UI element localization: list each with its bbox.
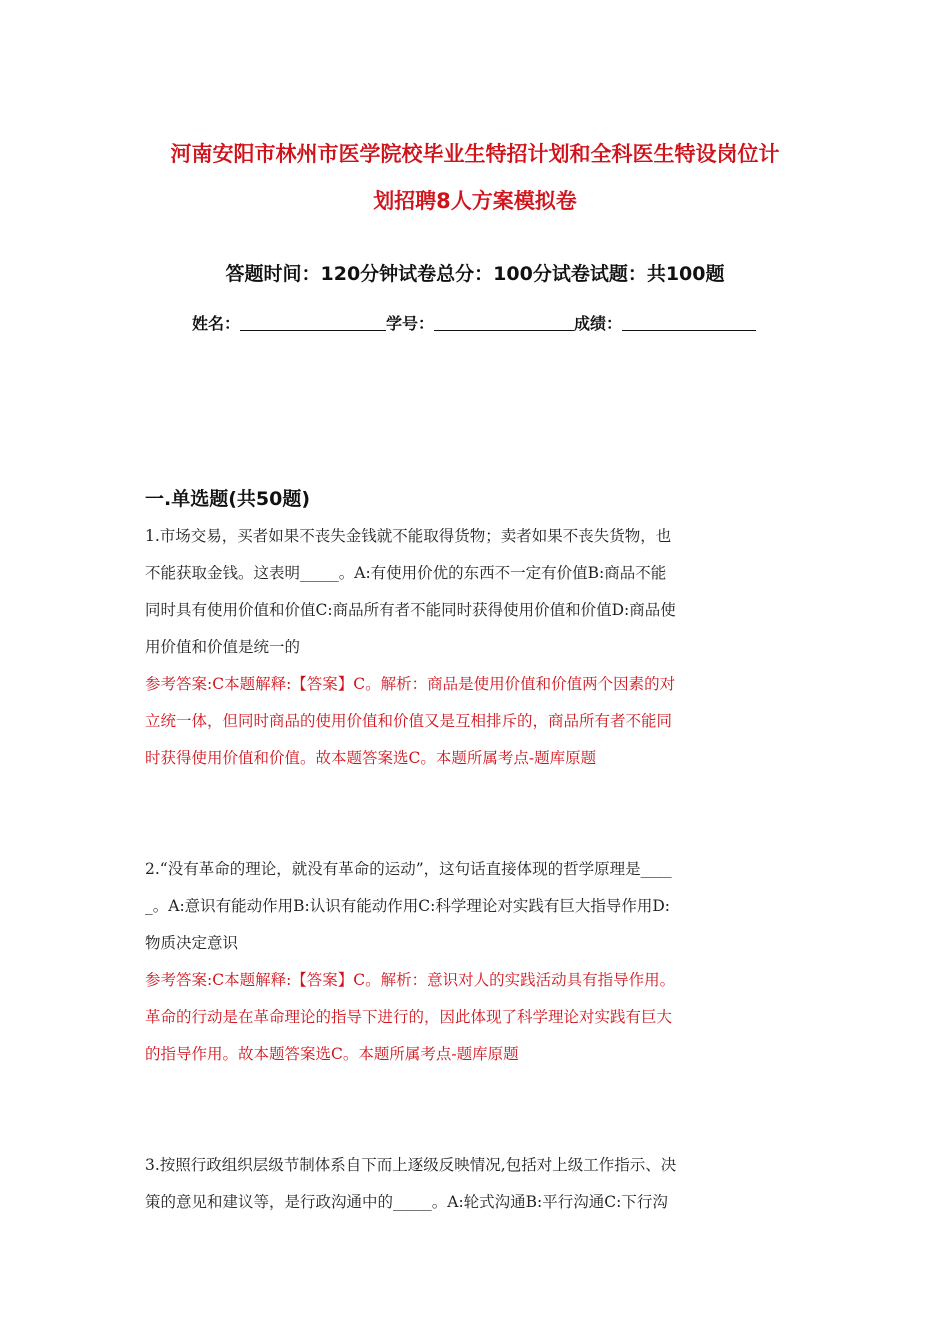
document-title-line-2: 划招聘8人方案模拟卷 <box>373 189 577 213</box>
exam-meta: 答题时间：120分钟试卷总分：100分试卷试题：共100题 <box>225 263 725 285</box>
question-line: 物质决定意识 <box>145 934 239 952</box>
answer-line: 的指导作用。故本题答案选C。本题所属考点-题库原题 <box>145 1045 519 1063</box>
question-line: 用价值和价值是统一的 <box>145 638 301 656</box>
question-line: 同时具有使用价值和价值C:商品所有者不能同时获得使用价值和价值D:商品使 <box>145 601 676 619</box>
answer-1 <box>145 666 805 777</box>
question-1 <box>145 518 805 666</box>
score-blank <box>622 312 756 331</box>
score-label: 成绩： <box>574 314 623 333</box>
question-line: 3.按照行政组织层级节制体系自下而上逐级反映情况,包括对上级工作指示、决 <box>145 1156 677 1174</box>
question-line: 2.“没有革命的理论，就没有革命的运动”，这句话直接体现的哲学原理是____ <box>145 860 672 878</box>
section-title: 一.单选题(共50题) <box>145 488 311 510</box>
question-line: 不能获取金钱。这表明_____。A:有使用价优的东西不一定有价值B:商品不能 <box>145 564 667 582</box>
question-line: 1.市场交易，买者如果不丧失金钱就不能取得货物；卖者如果不丧失货物，也 <box>145 527 672 545</box>
question-2 <box>145 851 805 962</box>
question-line: 策的意见和建议等，是行政沟通中的_____。A:轮式沟通B:平行沟通C:下行沟 <box>145 1193 668 1211</box>
id-label: 学号： <box>386 314 435 333</box>
name-label: 姓名： <box>192 314 241 333</box>
question-line: _。A:意识有能动作用B:认识有能动作用C:科学理论对实践有巨大指导作用D: <box>145 897 671 915</box>
answer-line: 革命的行动是在革命理论的指导下进行的，因此体现了科学理论对实践有巨大 <box>145 1008 673 1026</box>
answer-2 <box>145 962 805 1073</box>
name-blank <box>240 312 386 331</box>
answer-line: 时获得使用价值和价值。故本题答案选C。本题所属考点-题库原题 <box>145 749 597 767</box>
student-info-fields <box>192 311 756 337</box>
answer-line: 立统一体，但同时商品的使用价值和价值又是互相排斥的，商品所有者不能同 <box>145 712 673 730</box>
id-blank <box>434 312 574 331</box>
document-title-line-1: 河南安阳市林州市医学院校毕业生特招计划和全科医生特设岗位计 <box>170 142 780 166</box>
answer-line: 参考答案:C本题解释:【答案】C。解析：意识对人的实践活动具有指导作用。 <box>145 971 676 989</box>
answer-line: 参考答案:C本题解释:【答案】C。解析：商品是使用价值和价值两个因素的对 <box>145 675 676 693</box>
question-3 <box>145 1147 805 1221</box>
